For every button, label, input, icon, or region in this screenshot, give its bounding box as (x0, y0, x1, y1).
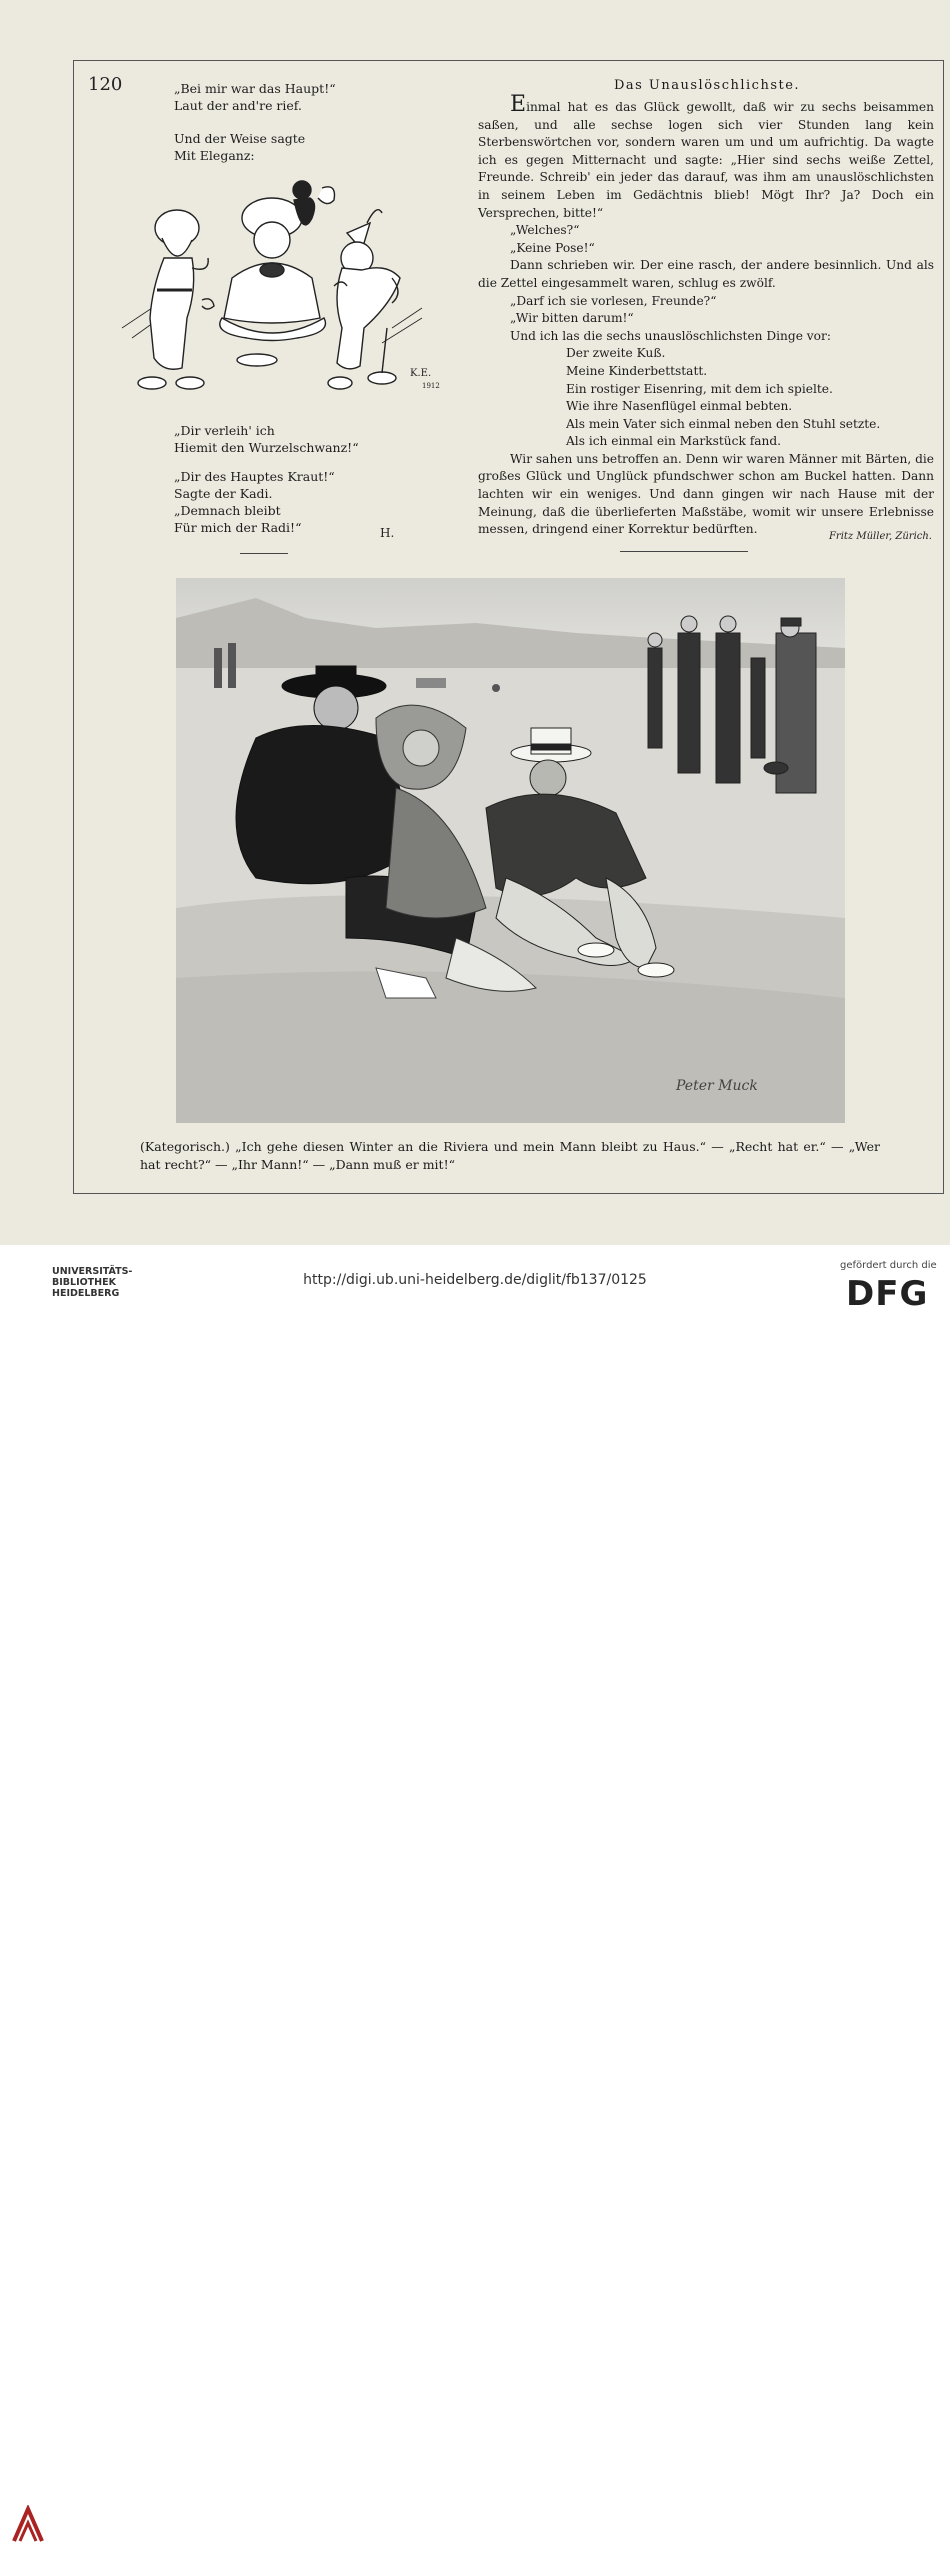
poem-line: Sagte der Kadi. (174, 486, 273, 501)
poem-end-rule (240, 553, 288, 554)
university-library-logo-icon (10, 2505, 46, 2545)
illustration-caption: (Kategorisch.) „Ich gehe diesen Winter an die Riviera und mein Mann bleibt zu Haus.“ — „Recht hat er.“ — „Wer hat recht?“ — „Ihr Mann!“ — „Dann muß er mit!“ (140, 1139, 880, 1172)
library-line: HEIDELBERG (52, 1288, 120, 1299)
scanned-page (0, 0, 950, 1245)
article-list-item: Als ich einmal ein Markstück fand. (566, 434, 782, 449)
funding-text: gefördert durch die (840, 1260, 937, 1271)
article-paragraph: inmal hat es das Glück gewollt, daß wir zu sechs beisammen saßen, und alle sechse logen sich vier Stunden lang kein Sterbenswörtchen vor, sondern waren um und um aufrichtig. Da wagte ich es gegen Mitternacht und sagte: „Hier sind sechs weiße Zettel, Freunde. Schreib' ein jeder das darauf, was ihm am unauslöschlichsten in seinem Leben im Gedächtnis blieb! Mögt Ihr? Ja? Doch ein Versprechen, bitte!“ (478, 100, 934, 220)
dfg-logo-icon (846, 2523, 932, 2555)
article-title: Das Unauslöschlichste. (613, 78, 801, 93)
poem-stanza-3 (174, 422, 359, 456)
poem-line: „Bei mir war das Haupt!“ (174, 81, 336, 96)
beach-illustration (176, 578, 845, 1123)
article-list-item: Ein rostiger Eisenring, mit dem ich spielte. (566, 381, 833, 396)
article-list-item: Der zweite Kuß. (566, 346, 666, 361)
article-quote: „Welches?“ (510, 223, 580, 238)
article-paragraph: Und ich las die sechs unauslöschlichsten Dinge vor: (510, 328, 831, 343)
poem-signature: H. (380, 526, 395, 540)
article-list-item: Als mein Vater sich einmal neben den Stuhl setzte. (566, 416, 881, 431)
article-dropcap: E (510, 92, 527, 117)
article-end-rule (620, 551, 748, 552)
poem-line: Und der Weise sagte (174, 131, 306, 146)
article-quote: „Wir bitten darum!“ (510, 311, 634, 326)
poem-line: „Dir des Hauptes Kraut!“ (174, 469, 335, 484)
illustration-artist-signature: Peter Muck (676, 1078, 758, 1094)
poem-line: Für mich der Radi!“ (174, 520, 302, 535)
library-line: UNIVERSITÄTS- (52, 1266, 133, 1277)
poem-line: Laut der and're rief. (174, 98, 302, 113)
poem-stanza-2 (174, 130, 305, 164)
article-list-item: Wie ihre Nasenflügel einmal bebten. (566, 399, 793, 414)
poem-line: „Demnach bleibt (174, 503, 281, 518)
dfg-logo: DFG (846, 1274, 929, 1314)
cartoon-year: 1912 (422, 382, 440, 390)
poem-line: „Dir verleih' ich (174, 423, 275, 438)
article-list-item: Meine Kinderbettstatt. (566, 363, 708, 378)
article-quote: „Keine Pose!“ (510, 240, 595, 255)
poem-line: Hiemit den Wurzelschwanz!“ (174, 440, 359, 455)
article-body (478, 92, 934, 539)
article-paragraph: Wir sahen uns betroffen an. Denn wir waren Männer mit Bärten, die großes Glück und Unglück pfundschwer schon am Buckel hatten. Dann lachten wir ein weniges. Und dann gingen wir nach Hause mit der Meinung, daß die überlieferten Maßstäbe, womit wir unsere Erlebnisse messen, dringend einer Korrektur bedürften. (478, 451, 934, 537)
cartoon-illustration (92, 178, 462, 413)
source-url-link[interactable]: http://digi.ub.uni-heidelberg.de/diglit/fb137/0125 (303, 1272, 647, 1288)
article-signature: Fritz Müller, Zürich. (828, 531, 932, 542)
article-paragraph: Dann schrieben wir. Der eine rasch, der andere besinnlich. Und als die Zettel eingesammelt waren, schlug es zwölf. (478, 258, 934, 290)
poem-stanza-1 (174, 80, 336, 114)
poem-stanza-4 (174, 468, 335, 536)
page-number: 120 (88, 74, 123, 95)
article-quote: „Darf ich sie vorlesen, Freunde?“ (510, 293, 717, 308)
cartoon-monogram: K.E. (410, 368, 432, 379)
poem-line: Mit Eleganz: (174, 148, 255, 163)
library-line: BIBLIOTHEK (52, 1277, 116, 1288)
